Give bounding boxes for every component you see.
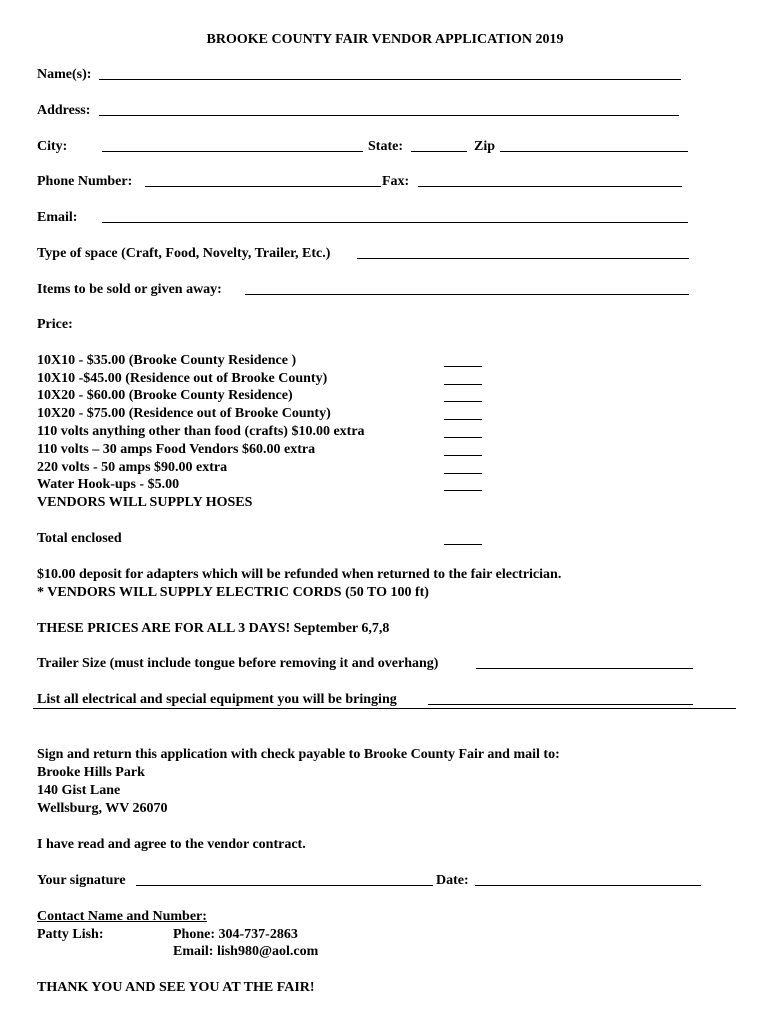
hoses-note: VENDORS WILL SUPPLY HOSES xyxy=(37,495,253,510)
total-label: Total enclosed xyxy=(37,531,122,546)
contact-phone: Phone: 304-737-2863 xyxy=(173,927,298,942)
phone-label: Phone Number: xyxy=(37,174,133,189)
price-item: 110 volts anything other than food (crafts) $10.00 extra xyxy=(37,424,365,439)
price-blank[interactable] xyxy=(444,405,482,420)
cords-note: * VENDORS WILL SUPPLY ELECTRIC CORDS (50 TO 100 ft) xyxy=(37,585,429,600)
page-title: BROOKE COUNTY FAIR VENDOR APPLICATION 2019 xyxy=(206,32,564,47)
address-field[interactable] xyxy=(99,102,679,116)
address-line: Brooke Hills Park xyxy=(37,765,145,780)
price-blank[interactable] xyxy=(444,476,482,491)
mail-instructions: Sign and return this application with check payable to Brooke County Fair and mail to: xyxy=(37,747,560,762)
price-blank[interactable] xyxy=(444,352,482,367)
equipment-label: List all electrical and special equipment you will be bringing xyxy=(37,692,397,707)
email-field[interactable] xyxy=(102,209,688,223)
price-label: Price: xyxy=(37,317,73,332)
names-field[interactable] xyxy=(99,66,681,80)
state-field[interactable] xyxy=(411,138,467,152)
city-field[interactable] xyxy=(102,138,363,152)
days-note: THESE PRICES ARE FOR ALL 3 DAYS! September 6,7,8 xyxy=(37,621,390,636)
items-label: Items to be sold or given away: xyxy=(37,282,222,297)
items-field[interactable] xyxy=(245,281,689,295)
trailer-field[interactable] xyxy=(476,655,693,669)
date-field[interactable] xyxy=(475,872,701,886)
address-line: Wellsburg, WV 26070 xyxy=(37,801,168,816)
phone-field[interactable] xyxy=(145,173,381,187)
address-label: Address: xyxy=(37,103,91,118)
price-item: 10X10 - $35.00 (Brooke County Residence ) xyxy=(37,353,297,368)
agreement-text: I have read and agree to the vendor contract. xyxy=(37,837,306,852)
contact-heading: Contact Name and Number: xyxy=(37,909,207,924)
space-type-field[interactable] xyxy=(357,245,689,259)
fax-field[interactable] xyxy=(418,173,682,187)
closing-text: THANK YOU AND SEE YOU AT THE FAIR! xyxy=(37,980,315,995)
space-type-label: Type of space (Craft, Food, Novelty, Trailer, Etc.) xyxy=(37,246,331,261)
price-blank[interactable] xyxy=(444,387,482,402)
equipment-field[interactable] xyxy=(428,691,693,705)
names-label: Name(s): xyxy=(37,67,92,82)
total-blank[interactable] xyxy=(444,530,482,545)
price-blank[interactable] xyxy=(444,370,482,385)
deposit-note: $10.00 deposit for adapters which will be refunded when returned to the fair electrician. xyxy=(37,567,562,582)
signature-field[interactable] xyxy=(136,872,433,886)
price-blank[interactable] xyxy=(444,423,482,438)
trailer-label: Trailer Size (must include tongue before removing it and overhang) xyxy=(37,656,439,671)
price-item: 10X10 -$45.00 (Residence out of Brooke County) xyxy=(37,371,328,386)
signature-label: Your signature xyxy=(37,873,126,888)
price-item: 10X20 - $75.00 (Residence out of Brooke County) xyxy=(37,406,331,421)
email-label: Email: xyxy=(37,210,78,225)
price-item: Water Hook-ups - $5.00 xyxy=(37,477,180,492)
price-blank[interactable] xyxy=(444,441,482,456)
contact-email: Email: lish980@aol.com xyxy=(173,944,319,959)
price-blank[interactable] xyxy=(444,459,482,474)
address-line: 140 Gist Lane xyxy=(37,783,121,798)
contact-name: Patty Lish: xyxy=(37,927,104,942)
zip-field[interactable] xyxy=(500,138,688,152)
section-divider xyxy=(33,708,736,709)
price-item: 110 volts – 30 amps Food Vendors $60.00 extra xyxy=(37,442,316,457)
price-item: 10X20 - $60.00 (Brooke County Residence) xyxy=(37,388,293,403)
state-label: State: xyxy=(368,139,403,154)
fax-label: Fax: xyxy=(382,174,410,189)
zip-label: Zip xyxy=(474,139,496,154)
city-label: City: xyxy=(37,139,68,154)
date-label: Date: xyxy=(436,873,469,888)
price-item: 220 volts - 50 amps $90.00 extra xyxy=(37,460,228,475)
